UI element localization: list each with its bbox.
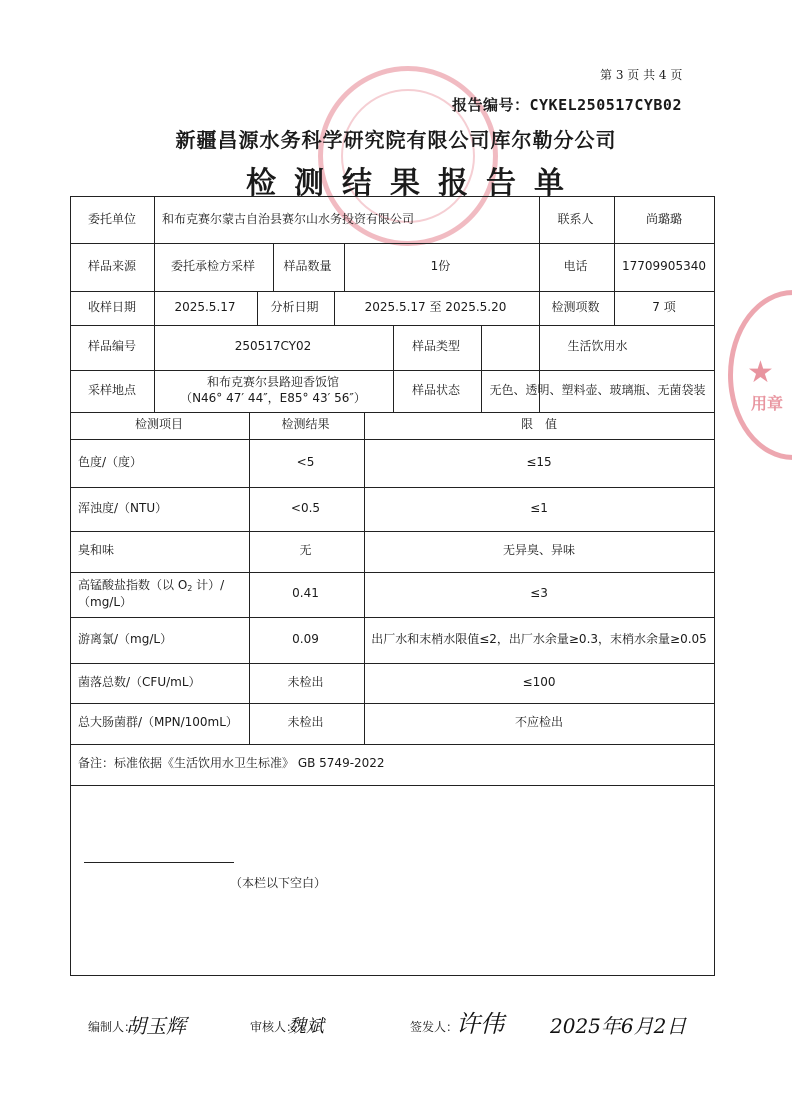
source-label: 样品来源 <box>87 258 136 273</box>
result-limit: 出厂水和末梢水限值≤2，出厂水余量≥0.3，末梢水余量≥0.05 <box>371 631 707 646</box>
client-label: 委托单位 <box>87 211 136 226</box>
phone-value: 17709905340 <box>622 258 706 273</box>
sample-type-label: 样品类型 <box>411 339 460 354</box>
location-line-1: 和布克赛尔县路迎香饭馆 <box>206 374 339 389</box>
result-item-line-1: 高锰酸盐指数（以 $O_2$ 计）/ <box>78 577 225 593</box>
result-value: <0.5 <box>290 500 321 515</box>
result-limit: ≤1 <box>530 500 548 515</box>
prepared-by-label: 编制人： <box>88 1020 137 1034</box>
seal-star-icon: ★ <box>747 355 774 390</box>
source-value: 委托承检方采样 <box>170 258 255 273</box>
location-label: 采样地点 <box>87 382 136 397</box>
result-item: 游离氯/（mg/L） <box>78 631 173 646</box>
quantity-label: 样品数量 <box>283 258 332 273</box>
report-number: 报告编号：CYKEL250517CYB02 <box>452 96 682 114</box>
prepared-by-signature: 胡玉辉 <box>126 1014 186 1038</box>
result-item <box>70 571 248 616</box>
result-limit: ≤15 <box>526 454 552 469</box>
header-limit: 限 值 <box>520 417 557 432</box>
item-count-value: 7 项 <box>652 299 676 314</box>
result-value: 0.41 <box>292 586 319 601</box>
contact-value: 尚璐璐 <box>645 211 682 226</box>
document-title: 检测结果报告单 <box>246 166 582 201</box>
reviewed-by-signature: 魏斌 <box>288 1016 324 1037</box>
result-limit: 不应检出 <box>514 715 563 730</box>
location-value <box>154 369 392 411</box>
analysis-date-label: 分析日期 <box>270 299 319 314</box>
remark: 备注：标准依据《生活饮用水卫生标准》 GB 5749-2022 <box>78 756 385 771</box>
issued-by-label: 签发人： <box>410 1020 459 1034</box>
header-result: 检测结果 <box>281 417 330 432</box>
blank-divider <box>84 862 234 863</box>
status-value: 无色、透明、塑料壶、玻璃瓶、无菌袋装 <box>489 382 706 397</box>
sample-no-value: 250517CY02 <box>234 339 312 354</box>
status-label: 样品状态 <box>411 382 460 397</box>
company-name: 新疆昌源水务科学研究院有限公司库尔勒分公司 <box>175 128 617 152</box>
contact-label: 联系人 <box>557 211 594 226</box>
result-item: 浑浊度/（NTU） <box>78 500 168 515</box>
official-seal-side <box>728 290 792 460</box>
signing-date: 2025年6月2日 <box>550 1014 687 1038</box>
page-number: 第 3 页 共 4 页 <box>600 68 683 82</box>
quantity-value: 1份 <box>430 258 451 273</box>
result-limit: ≤3 <box>530 586 548 601</box>
location-line-2: （N46° 47′ 44″，E85° 43′ 56″） <box>180 391 366 405</box>
reviewed-by-label: 审核人： <box>250 1020 299 1034</box>
result-value: 0.09 <box>292 631 319 646</box>
result-value: 无 <box>299 543 312 558</box>
result-value: 未检出 <box>287 715 324 730</box>
phone-label: 电话 <box>563 258 588 273</box>
sample-no-label: 样品编号 <box>87 339 136 354</box>
result-item-line-2: （mg/L） <box>78 595 133 610</box>
result-value: 未检出 <box>287 674 324 689</box>
header-item: 检测项目 <box>134 417 183 432</box>
sample-type-value: 生活饮用水 <box>567 339 628 354</box>
blank-note: （本栏以下空白） <box>230 876 327 890</box>
result-limit: ≤100 <box>522 674 556 689</box>
client-value: 和布克赛尔蒙古自治县赛尔山水务投资有限公司 <box>162 211 415 226</box>
issued-by-signature: 许伟 <box>456 1010 504 1038</box>
result-item: 色度/（度） <box>78 454 143 469</box>
analysis-date-value: 2025.5.17 至 2025.5.20 <box>364 299 507 314</box>
result-item: 臭和味 <box>78 543 115 558</box>
result-value: <5 <box>296 454 315 469</box>
seal-text: 用章 <box>751 394 784 413</box>
result-limit: 无异臭、异味 <box>502 543 575 558</box>
result-item: 菌落总数/（CFU/mL） <box>78 674 201 689</box>
received-date-value: 2025.5.17 <box>174 299 236 314</box>
received-date-label: 收样日期 <box>87 299 136 314</box>
result-item: 总大肠菌群/（MPN/100mL） <box>78 715 238 730</box>
item-count-label: 检测项数 <box>551 299 600 314</box>
